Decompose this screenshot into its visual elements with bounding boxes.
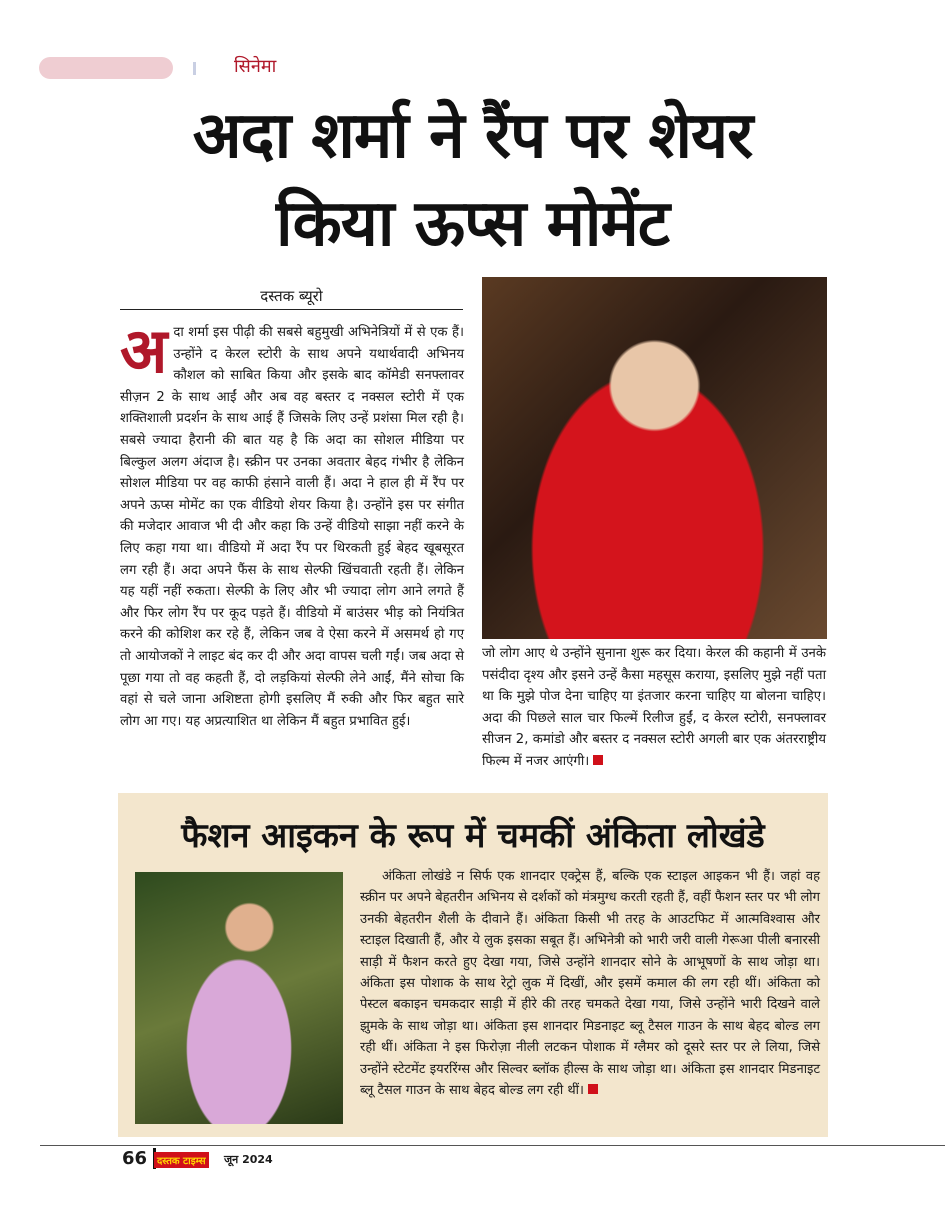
- sidebar-article-body: [360, 866, 820, 1101]
- magazine-logo: दस्तक टाइम्स: [154, 1152, 209, 1168]
- page-number: 66: [122, 1148, 156, 1169]
- adah-sharma-photo: [482, 277, 827, 639]
- drop-cap: अ: [120, 314, 168, 387]
- section-label: सिनेमा: [234, 56, 277, 77]
- sidebar-article-title: फैशन आइकन के रूप में चमकीं अंकिता लोखंडे: [181, 816, 765, 856]
- footer-rule: [40, 1145, 945, 1146]
- byline: दस्तक ब्यूरो: [120, 286, 463, 310]
- article-body-text: दा शर्मा इस पीढ़ी की सबसे बहुमुखी अभिनेत्रियों में से एक हैं। उन्होंने द केरल स्टोरी के साथ अपने यथार्थवादी अभिनय कौशल को साबित किया और इसके बाद कॉमेडी सनफ्लावर सीज़न 2 के साथ आईं और अब वह बस्तर द नक्सल स्टोरी में एक शक्तिशाली प्रदर्शन के साथ आई हैं जिसके लिए उन्हें प्रशंसा मिल रही है। सबसे ज्यादा हैरानी की बात यह है कि अदा का सोशल मीडिया पर बिल्कुल अलग अंदाज है। स्क्रीन पर उनका अवतार बेहद गंभीर है लेकिन सोशल मीडिया पर वह काफी हंसाने वाली हैं। अदा ने हाल ही में रैंप पर अपने ऊप्स मोमेंट का एक वीडियो शेयर किया है। उन्होंने इस पर संगीत की मजेदार आवाज भी दी और कहा कि उन्हें वीडियो साझा नहीं करने के लिए कहा गया था। वीडियो में अदा रैंप पर थिरकती हुई बेहद खूबसूरत लग रही हैं। अदा अपने फैंस के साथ सेल्फी खिंचवाती रहती हैं। लेकिन यह यहीं नहीं रुकता। सेल्फी के लिए और भी ज्यादा लोग आने लगते हैं और फिर लोग रैंप पर कूद पड़ते हैं। वीडियो में बाउंसर भीड़ को नियंत्रित करने की कोशिश कर रहे हैं, लेकिन जब वे ऐसा करने में असमर्थ हो गए तो आयोजकों ने लाइट बंद कर दी और अदा वापस चली गईं। जब अदा से पूछा गया तो वह कहती हैं, दो लड़कियां सेल्फी लेने आईं, मैंने सोचा कि वहां से चले जाना अशिष्टता होगी इसलिए मैं रुकी और फिर बहुत सारे लोग आ गए। यह अप्रत्याशित था लेकिन मैं बहुत प्रभावित हुई।: [120, 325, 464, 729]
- article-continued-text: जो लोग आए थे उन्होंने सुनाना शुरू कर दिया। केरल की कहानी में उनके पसंदीदा दृश्य और इसने उन्हें कैसा महसूस कराया, इसलिए मुझे नहीं पता था कि मुझे पोज देना चाहिए या इंतजार करना चाहिए या बोलना चाहिए। अदा की पिछले साल चार फिल्में रिलीज हुईं, द केरल स्टोरी, सनफ्लावर सीजन 2, कमांडो और बस्तर द नक्सल स्टोरी अगली बार एक अंतरराष्ट्रीय फिल्म में नजर आएंगी।: [482, 646, 826, 769]
- issue-date: जून 2024: [224, 1153, 273, 1166]
- divider: [193, 62, 196, 75]
- headline: [60, 92, 885, 268]
- sidebar-article-box: [118, 793, 828, 1137]
- sidebar-article-text: अंकिता लोखंडे न सिर्फ एक शानदार एक्ट्रेस हैं, बल्कि एक स्टाइल आइकन भी हैं। जहां वह स्क्रीन पर अपने बेहतरीन अभिनय से दर्शकों को मंत्रमुग्ध करती रहती हैं, वहीं फैशन स्तर पर भी लोग उनकी बेहतरीन शैली के दीवाने हैं। अंकिता किसी भी तरह के आउटफिट में आत्मविश्वास और स्टाइल दिखाती हैं, और ये लुक इसका सबूत हैं। अभिनेत्री को भारी जरी वाली गेरूआ पीली बनारसी साड़ी में फैशन करते हुए देखा गया, जिसे उन्होंने शानदार सोने के आभूषणों के साथ जोड़ा था। अंकिता इस पोशाक के साथ रेट्रो लुक में दिखीं, और इसमें कमाल की लग रही थीं। अंकिता को पेस्टल बकाइन चमकदार साड़ी में हीरे की तरह चमकते देखा गया, जिसे उन्होंने भारी दिखने वाले झुमके के साथ जोड़ा था। अंकिता इस शानदार मिडनाइट ब्लू टैसल गाउन के साथ बेहद बोल्ड लग रही थीं। अंकिता ने इस फिरोज़ा नीली लटकन पोशाक में ग्लैमर को दूसरे स्तर पर ले लिया, जिसे उन्होंने स्टेटमेंट इयररिंग्स और सिल्वर ब्लॉक हील्स के साथ जोड़ा था। अंकिता इस शानदार मिडनाइट ब्लू टैसल गाउन के साथ बेहद बोल्ड लग रही थीं।: [360, 869, 820, 1099]
- section-pill-decoration: [39, 57, 173, 79]
- end-mark-icon: [588, 1084, 598, 1094]
- headline-line-1: अदा शर्मा ने रैंप पर शेयर: [192, 99, 753, 173]
- article-continued-column: [482, 643, 826, 773]
- article-body-column: [120, 314, 464, 732]
- ankita-lokhande-photo: [135, 872, 343, 1124]
- end-mark-icon: [593, 755, 603, 765]
- headline-line-2: किया ऊप्स मोमेंट: [276, 187, 669, 261]
